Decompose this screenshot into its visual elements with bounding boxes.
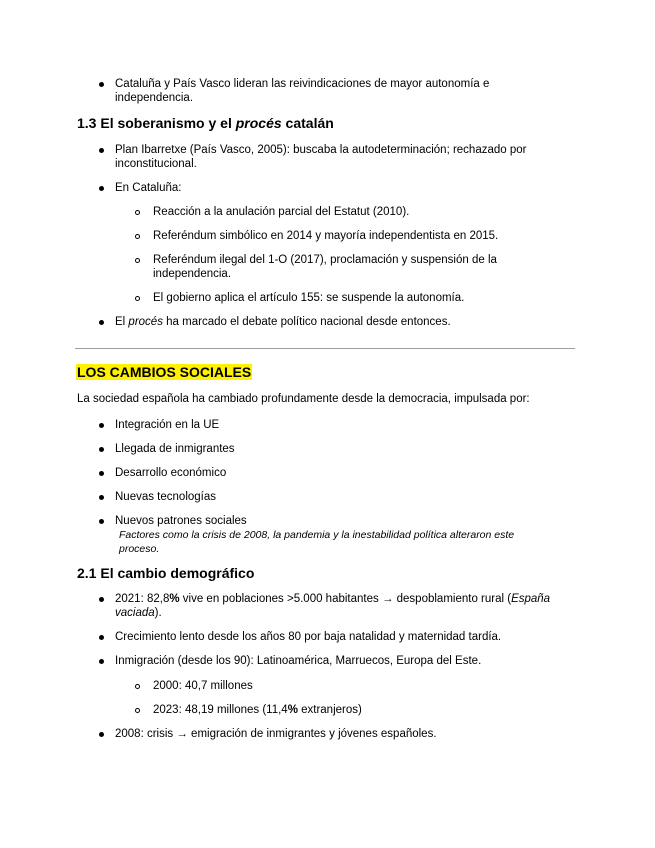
list-item-text: Integración en la UE [115, 419, 220, 431]
sub-bullet [135, 234, 140, 239]
bullet [99, 519, 104, 524]
highlighted-title: LOS CAMBIOS SOCIALES [77, 364, 252, 380]
list-item-text: Inmigración (desde los 90): Latinoamérica, Marruecos, Europa del Este. [115, 655, 482, 667]
list-item-text: 2021: 82,8 [115, 593, 170, 605]
section-heading-demografico [77, 565, 254, 581]
paragraph-text: La sociedad española ha cambiado profundamente desde la democracia, impulsada por: [77, 393, 530, 405]
bullet [99, 148, 104, 153]
list-item-text: ha marcado el debate político nacional desde entonces. [162, 316, 451, 328]
section-title-cambios-sociales [76, 364, 252, 382]
list-item-text: Llegada de inmigrantes [115, 443, 235, 455]
list-item-patrones [115, 514, 247, 528]
sub-item-text: El gobierno aplica el artículo 155: se suspende la autonomía. [153, 292, 465, 304]
list-item-autonomy [115, 77, 489, 105]
bullet [99, 447, 104, 452]
list-item-text: 2008: crisis → emigración de inmigrantes y jóvenes españoles. [115, 728, 437, 740]
heading-text: 2.1 El cambio demográfico [77, 565, 255, 581]
sub-bullet [135, 258, 140, 263]
list-item-text: independencia. [115, 92, 194, 104]
heading-text-emphasis: procés [235, 115, 282, 131]
list-item-text-emphasis: vaciada [115, 607, 155, 619]
bullet [99, 732, 104, 737]
bullet [99, 597, 104, 602]
list-item-inmigrantes [115, 442, 235, 456]
sub-item-text: 2000: 40,7 millones [153, 680, 253, 692]
list-item-tecnologias [115, 490, 216, 504]
list-item-text: Desarrollo económico [115, 467, 227, 479]
bullet [99, 186, 104, 191]
list-item-text: El [115, 316, 129, 328]
sub-item-text: Referéndum ilegal del 1-O (2017), proclamación y suspensión de la [153, 254, 497, 266]
horizontal-divider [75, 348, 575, 349]
bullet [99, 495, 104, 500]
list-item-text-emphasis: España [511, 593, 551, 605]
list-item-text: Cataluña y País Vasco lideran las reivindicaciones de mayor autonomía e [115, 78, 490, 90]
sub-item-text: extranjeros) [297, 704, 362, 716]
sub-item-text: Reacción a la anulación parcial del Estatut (2010). [153, 206, 410, 218]
heading-text: 1.3 El soberanismo y el [77, 115, 236, 131]
list-item-text-bold: % [169, 593, 180, 605]
bullet [99, 635, 104, 640]
bullet [99, 82, 104, 87]
list-item-crecimiento [115, 630, 501, 644]
list-item-ibarretxe [115, 143, 526, 171]
list-item-text: ). [154, 607, 162, 619]
list-item-text: Crecimiento lento desde los años 80 por baja natalidad y maternidad tardía. [115, 631, 502, 643]
list-item-inmigracion [115, 654, 481, 668]
list-item-text: En Cataluña: [115, 182, 182, 194]
note-text: Factores como la crisis de 2008, la pandemia y la inestabilidad política alteraron este [119, 529, 515, 541]
sub-item-estatut [153, 205, 409, 219]
sub-item-referendum-1o [153, 253, 497, 281]
sub-bullet [135, 708, 140, 713]
sub-item-2000 [153, 679, 253, 693]
list-item-text: vive en poblaciones >5.000 habitantes → despoblamiento rural ( [179, 593, 512, 605]
list-item-text: Nuevas tecnologías [115, 491, 217, 503]
sub-bullet [135, 684, 140, 689]
sub-bullet [135, 210, 140, 215]
list-item-cataluna [115, 181, 182, 195]
note-text: proceso. [119, 543, 160, 555]
italic-note [119, 528, 514, 556]
list-item-debate [115, 315, 451, 329]
list-item-desarrollo [115, 466, 226, 480]
sub-bullet [135, 296, 140, 301]
list-item-2008 [115, 727, 437, 741]
heading-text: catalán [281, 115, 334, 131]
list-item-text-emphasis: procés [128, 316, 163, 328]
bullet [99, 471, 104, 476]
list-item-2021 [115, 592, 550, 620]
sub-item-155 [153, 291, 464, 305]
sub-item-referendum-2014 [153, 229, 498, 243]
intro-paragraph [77, 392, 530, 406]
section-heading-procés [77, 115, 334, 131]
sub-item-text: independencia. [153, 268, 232, 280]
sub-item-text: 2023: 48,19 millones (11,4 [153, 704, 288, 716]
list-item-ue [115, 418, 219, 432]
sub-item-2023 [153, 703, 362, 717]
bullet [99, 320, 104, 325]
sub-item-text-bold: % [287, 704, 298, 716]
list-item-text: inconstitucional. [115, 158, 197, 170]
sub-item-text: Referéndum simbólico en 2014 y mayoría independentista en 2015. [153, 230, 499, 242]
list-item-text: Plan Ibarretxe (País Vasco, 2005): buscaba la autodeterminación; rechazado por [115, 144, 527, 156]
list-item-text: Nuevos patrones sociales [115, 515, 247, 527]
bullet [99, 659, 104, 664]
bullet [99, 423, 104, 428]
